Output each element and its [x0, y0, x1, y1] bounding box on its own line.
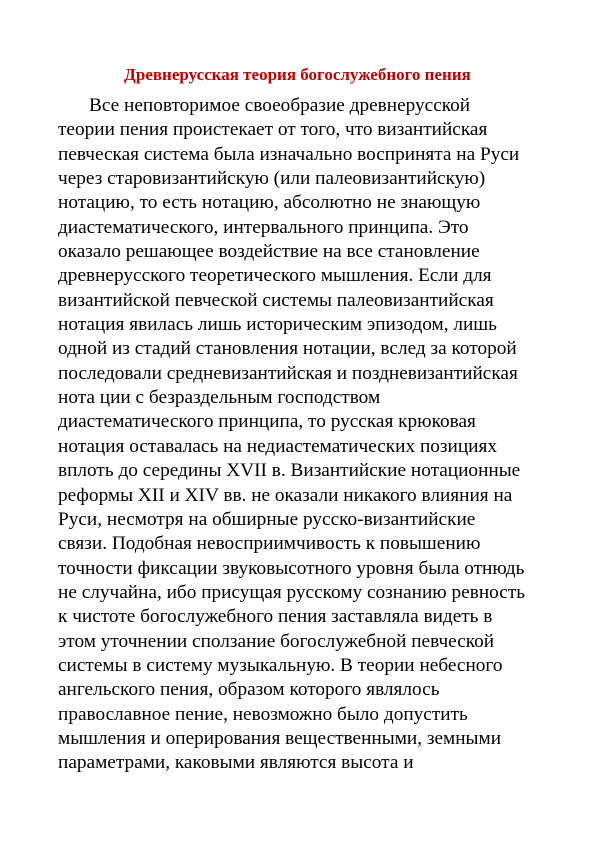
body-line: нота ции с безраздельным господством — [58, 387, 381, 409]
body-line: певческая система была изначально воспринята на Руси — [58, 143, 520, 165]
body-line: нотация явилась лишь историческим эпизодом, лишь — [58, 314, 497, 336]
body-line: через старовизантийскую (или палеовизантийскую) — [58, 168, 486, 190]
body-line: мышления и оперирования вещественными, земными — [58, 727, 502, 749]
body-line: диастематического принципа, то русская крюковая — [58, 411, 476, 433]
body-line: точности фиксации звуковысотного уровня была отнюдь — [58, 557, 525, 579]
body-line: реформы XII и XIV вв. не оказали никакого влияния на — [58, 484, 513, 506]
body-line: Все неповторимое своеобразие древнерусской — [89, 95, 471, 116]
body-line: нотация оставалась на недиастематических позициях — [58, 435, 497, 457]
body-line: системы в систему музыкальную. В теории небесного — [58, 654, 503, 676]
body-line: последовали средневизантийская и поздневизантийская — [58, 362, 518, 384]
document-title: Древнерусская теория богослужебного пения — [124, 65, 471, 84]
body-line: оказало решающее воздействие на все становление — [58, 241, 480, 263]
body-line: православное пение, невозможно было допустить — [58, 703, 468, 725]
body-line: византийской певческой системы палеовизантийская — [58, 289, 494, 311]
document-body — [58, 94, 540, 776]
body-line: параметрами, каковыми являются высота и — [58, 752, 414, 774]
body-line: диастематического, интервального принципа. Это — [58, 216, 469, 238]
body-line: связи. Подобная невосприимчивость к повышению — [58, 533, 481, 555]
body-line: древнерусского теоретического мышления. Если для — [58, 265, 492, 287]
body-line: теории пения проистекает от того, что византийская — [58, 119, 488, 141]
body-line: одной из стадий становления нотации, вслед за которой — [58, 338, 517, 360]
body-line: не случайна, ибо присущая русскому сознанию ревность — [58, 581, 526, 603]
body-line: вплоть до середины XVII в. Византийские нотационные — [58, 460, 521, 482]
body-line: нотацию, то есть нотацию, абсолютно не знающую — [58, 192, 481, 214]
body-line: этом уточнении сползание богослужебной певческой — [58, 630, 495, 652]
body-line: к чистоте богослужебного пения заставляла видеть в — [58, 606, 493, 628]
body-line: Руси, несмотря на обширные русско-византийские — [58, 508, 476, 530]
body-line: ангельского пения, образом которого являлось — [58, 679, 440, 701]
